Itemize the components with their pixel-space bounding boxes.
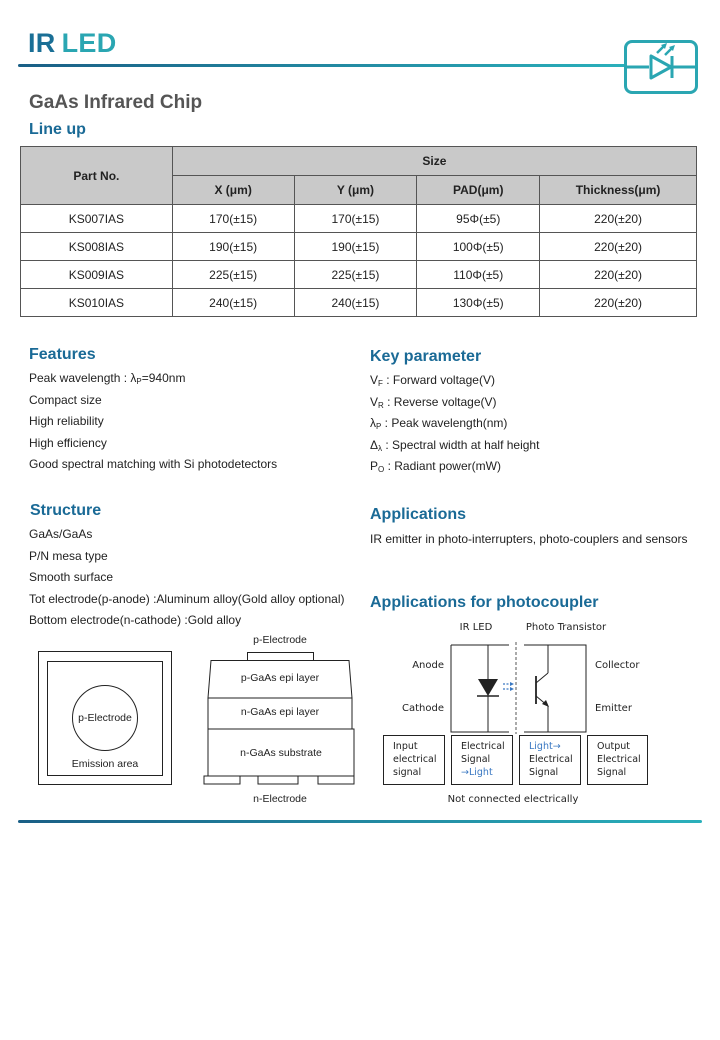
footer-rule [18,820,702,823]
table-row [21,289,697,317]
lineup-table [20,146,697,317]
cell: 170(±15) [294,205,417,233]
cell: 190(±15) [172,233,294,261]
cell: 220(±20) [540,261,697,289]
cell: 220(±20) [540,233,697,261]
p-gaas-layer-label: p-GaAs epi layer [240,672,320,684]
led-side-frame [451,645,509,732]
photo-transistor-label: Photo Transistor [525,622,607,633]
anode-label: Anode [412,660,444,671]
light-to-electrical-box: Light→ Electrical Signal [519,735,581,785]
cell: KS009IAS [21,261,173,289]
table-row [21,205,697,233]
feature-peak: Peak wavelength : $\lambda_P=940nm$ [29,371,186,386]
cell: 225(±15) [172,261,294,289]
structure-item: GaAs/GaAs [29,527,93,541]
col-part-no: Part No. [21,147,173,205]
cs-p-electrode-label: p-Electrode [253,634,307,646]
col-x: X (μm) [172,176,294,205]
cell: 240(±15) [294,289,417,317]
led-diode-icon [478,679,498,696]
cell: 110Φ(±5) [417,261,540,289]
not-connected-label: Not connected electrically [447,794,579,805]
cell: KS010IAS [21,289,173,317]
structure-heading: Structure [30,502,102,519]
cell: KS008IAS [21,233,173,261]
feature-item: High reliability [29,414,104,428]
photocoupler-circuit [448,640,590,734]
structure-item: P/N mesa type [29,548,108,563]
title-led: LED [61,28,117,58]
collector-label: Collector [595,660,640,671]
photocoupler-heading: Applications for photocoupler [370,594,599,611]
cell: 220(±20) [540,289,697,317]
key-parameter-list [370,370,539,478]
cell: 130Φ(±5) [417,289,540,317]
cs-n-electrode-label: n-Electrode [253,793,307,805]
col-size: Size [172,147,696,176]
table-row [21,261,697,289]
param-item: $\Delta_\lambda$ : Spectral width at half height [370,437,540,453]
cell: 100Φ(±5) [417,233,540,261]
applications-text: IR emitter in photo-interrupters, photo-couplers and sensors [370,532,688,546]
cell: 240(±15) [172,289,294,317]
features-list [29,368,277,476]
col-pad: PAD(μm) [417,176,540,205]
cell: 225(±15) [294,261,417,289]
title-ir: IR [28,28,56,58]
applications-heading: Applications [370,506,467,523]
chip-subtitle: GaAs Infrared Chip [29,92,203,113]
page-title [28,28,117,59]
n-gaas-substrate-label: n-GaAs substrate [240,747,322,759]
emission-area-label: Emission area [71,758,139,770]
lineup-heading: Line up [29,121,86,138]
emitter-label: Emitter [595,703,632,714]
feature-item: Good spectral matching with Si photodetectors [29,457,278,471]
col-thickness: Thickness(μm) [540,176,697,205]
cathode-label: Cathode [402,703,444,714]
features-heading: Features [29,346,96,363]
cell: KS007IAS [21,205,173,233]
table-row [21,233,697,261]
param-item: $\lambda_P$ : Peak wavelength(nm) [370,416,508,431]
electrical-to-light-box: Electrical Signal →Light [451,735,513,785]
cell: 95Φ(±5) [417,205,540,233]
structure-item: Tot electrode(p-anode) :Aluminum alloy(Gold alloy optional) [29,591,345,606]
top-p-electrode-label: p-Electrode [78,712,132,724]
cell: 170(±15) [172,205,294,233]
key-parameter-heading: Key parameter [370,348,482,365]
param-item: $V_F$ : Forward voltage(V) [370,373,495,388]
structure-list [29,524,345,632]
param-item: $V_R$ : Reverse voltage(V) [370,394,497,410]
feature-item: Compact size [29,392,102,407]
ir-led-logo-icon [624,40,698,94]
feature-item: High efficiency [29,435,107,450]
structure-item: Bottom electrode(n-cathode) :Gold alloy [29,613,242,627]
cell: 220(±20) [540,205,697,233]
structure-item: Smooth surface [29,570,114,584]
n-gaas-layer-label: n-GaAs epi layer [240,706,320,718]
transistor-side-frame [524,645,586,732]
input-signal-box: Input electrical signal [383,735,445,785]
output-signal-box: Output Electrical Signal [587,735,648,785]
param-item: $P_O$ : Radiant power(mW) [370,459,501,474]
ir-led-label: IR LED [459,622,493,633]
col-y: Y (μm) [294,176,417,205]
cell: 190(±15) [294,233,417,261]
header-rule [18,64,626,67]
